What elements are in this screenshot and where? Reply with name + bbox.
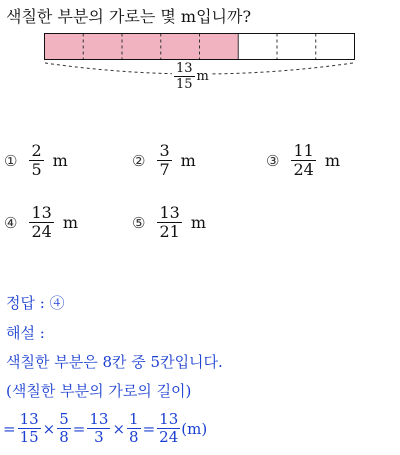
choice-5-fraction [157,205,181,240]
choice-1[interactable] [4,143,68,178]
calc-fraction-5-denominator: 24 [159,428,179,446]
question-text: 색칠한 부분의 가로는 몇 m입니까? [6,7,252,26]
calc-fraction-3-denominator: 3 [94,428,104,446]
choice-3-denominator: 24 [293,160,314,179]
choice-5[interactable] [132,205,206,240]
calc-fraction-2 [57,412,71,445]
bar-length-unit: m [196,69,209,84]
bar-segment-shaded [83,34,122,60]
choice-3-unit: m [324,151,340,170]
choice-5-denominator: 21 [159,222,180,241]
equals-sign-2: = [72,419,86,438]
choice-5-mark: ⑤ [132,213,146,232]
choice-1-mark: ① [4,151,18,170]
choice-4-fraction [29,205,53,240]
calc-fraction-2-denominator: 8 [59,428,69,446]
calc-unit: (m) [181,419,208,438]
times-sign-2: × [112,419,126,438]
choice-1-denominator: 5 [31,160,42,179]
calc-fraction-4-denominator: 8 [129,428,139,446]
explanation-line-1: 색칠한 부분은 8칸 중 5칸입니다. [6,353,223,371]
calc-fraction-4-numerator: 1 [129,410,139,428]
calc-fraction-5-numerator: 13 [159,410,179,428]
bar-segment-empty [277,34,316,60]
equals-sign-3: = [142,419,156,438]
choice-5-numerator: 13 [159,203,180,222]
calculation-line [2,412,207,445]
calc-fraction-1-denominator: 15 [19,428,39,446]
choice-4-mark: ④ [4,213,18,232]
bar-segment-shaded [45,34,84,60]
choice-2-numerator: 3 [159,141,170,160]
bar-segments [45,34,355,60]
bar-segment-shaded [200,34,239,60]
explanation-heading: 해설 : [6,324,45,342]
choice-3-fraction [291,143,315,178]
choice-4-denominator: 24 [31,222,52,241]
bar-length-denominator: 15 [176,77,193,92]
choice-1-fraction [29,143,43,178]
equals-sign-1: = [3,419,16,438]
bar-segment-empty [316,34,355,60]
explanation-line-2: (색칠한 부분의 가로의 길이) [6,382,192,400]
bar-segment-shaded [161,34,200,60]
choice-2-denominator: 7 [159,160,170,179]
choice-2-unit: m [180,151,196,170]
calc-fraction-1-numerator: 13 [19,410,39,428]
answer-line: 정답 : ④ [6,294,65,312]
bar-segment-empty [238,34,277,60]
choice-4[interactable] [4,205,78,240]
choice-4-numerator: 13 [31,203,52,222]
calc-fraction-1 [18,412,41,445]
calc-fraction-4 [127,412,141,445]
times-sign-1: × [42,419,56,438]
calc-fraction-3-numerator: 13 [89,410,109,428]
choice-5-unit: m [190,213,206,232]
choice-1-unit: m [52,151,68,170]
choice-2-mark: ② [132,151,146,170]
choice-3-numerator: 11 [293,141,314,160]
choice-3-mark: ③ [266,151,280,170]
bar-length-numerator: 13 [176,61,193,76]
bar-segment-shaded [122,34,161,60]
calc-fraction-5 [157,412,180,445]
choice-3[interactable] [266,143,340,178]
bar-length-label [172,62,211,91]
calc-fraction-2-numerator: 5 [59,410,69,428]
choice-4-unit: m [62,213,78,232]
choice-2[interactable] [132,143,196,178]
choice-2-fraction [157,143,171,178]
bar-length-fraction [174,62,195,91]
calc-fraction-3 [87,412,110,445]
choice-1-numerator: 2 [31,141,42,160]
